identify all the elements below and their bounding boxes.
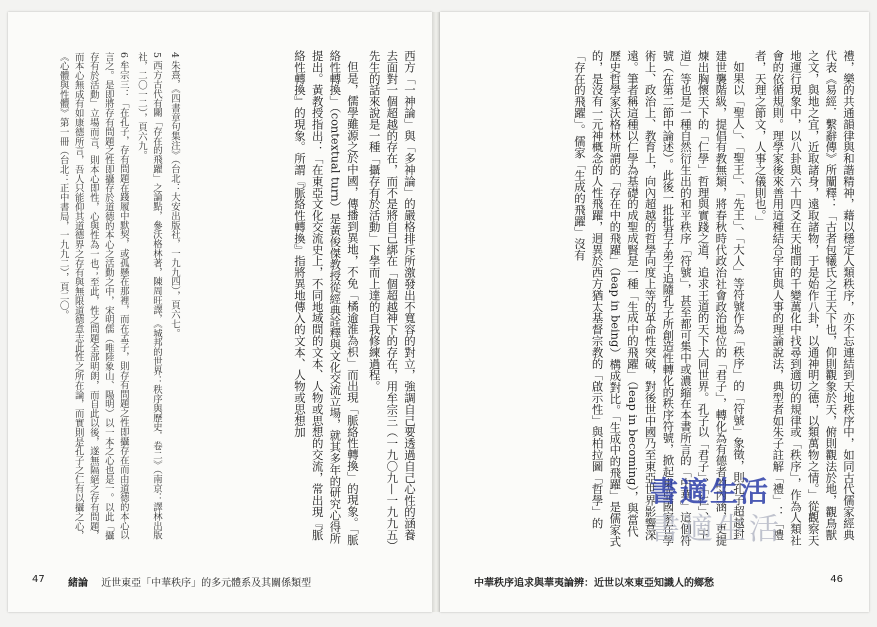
left-page bbox=[8, 12, 432, 612]
book-gutter bbox=[432, 12, 440, 612]
right-footer bbox=[440, 574, 869, 590]
watermark-shadow-text: 書適生活 bbox=[650, 512, 782, 547]
footnote: 4 朱熹，《四書章句集注》（台北：大安出版社，一九九四），頁六七。 bbox=[169, 52, 180, 338]
footnote: 5 西方古代有關「存在的飛躍」之論點，參沃格林著，陳周旺譯，《城邦的世界：秩序與歷史．卷二》（南京：譯林出版社，二〇一二），頁六九。 bbox=[135, 52, 162, 540]
watermark-logo bbox=[650, 470, 782, 548]
watermark-text: 書適生活 bbox=[650, 475, 771, 508]
body-paragraph: 但是，儒學雖源之於中國，傳播到異地，不免「橘逾淮為枳」而出現「脈絡性轉換」的現象。「脈絡性轉換」（contextual turn）是黃俊傑教授從經典詮釋與文化交流立場，就其多年的研究心得所提出。黃教授指出：「在東亞文化交流史上，不同地域間的文本、人物或思想的交流，常出現『脈絡性轉換』的現象。所謂『脈絡性轉換』指將異地傳入的文本、人物或思想加 bbox=[292, 50, 360, 546]
running-section: 緒論 bbox=[68, 578, 88, 589]
running-title: 中華秩序追求與華夷論辨：近世以來東亞知識人的鄉愁 bbox=[474, 578, 714, 589]
running-title: 近世東亞「中華秩序」的多元體系及其關係類型 bbox=[101, 578, 312, 589]
running-header bbox=[68, 574, 311, 589]
left-footer bbox=[8, 574, 432, 590]
body-paragraph: 禮，樂的共通韻律與和諧精神，藉以穩定人類秩序，亦不忘連結到天地秩序中，如同古代儒家經典代表《易經．繫辭傳》所闡釋：「古者包犧氏之王天下也，仰則觀象於天，俯則觀法於地，觀鳥獸之文，與地之宜，近取諸身，遠取諸物，于是始作八卦，以通神明之德，以類萬物之情。」從觀察天地運行現象中，以八卦與六十四爻在天地間的千變萬化中找尋到適切的規律或「秩序」，作為人類社會的依循規則。理學家後來善用這種結合宇宙與人事的理論說法，典型者如朱子註解「禮」：「禮者，天理之節文，人事之儀則也。」 bbox=[753, 50, 856, 546]
body-paragraph: 如果以「聖人」、「聖王」、「先王」、「大人」等符號作為「秩序」的「符號」象徵，則孔子超越封建世襲階級，提倡有教無類，將春秋時代政治社會政治地位的「君子」，轉化為有德者的內涵，更提煉出胸懷天下的「仁學」哲理與實踐之道，追求王道的天下大同世界。孔子以「君子」、「仁」、「王道」等也是一種自然衍生出的和平秩序「符號」，甚至都可集中或濃縮在本書所言的「中華」這個符號（在第二節中論述）。此後一批批君子弟子追隨孔子所創造性轉化的秩序符號，掀起東亞國家在學術上、政治上、教育上，向內超越的哲學向度上等的革命性突破，對後世中國乃至東亞世界影響深遠。筆者稱這種以仁學為基礎的成聖成賢是一種「生成中的飛躍」（leap in becoming），與當代歷史哲學家沃格林所謂的「存在中的飛躍」（leap in being）構成對比。「生成中的飛躍」是儒家式的，是沒有一元神概念的人性飛躍，迥異於西方猶太基督宗教的「啟示性」與柏拉圖「哲學」的「存在的飛躍」。儒家「生成的飛躍」沒有 bbox=[572, 50, 746, 547]
page-number: 47 bbox=[32, 574, 45, 585]
body-paragraph: 西方「一神論」與「多神論」的嚴格排斥所激發出不寬容的對立，強調自己要透過自己心性的涵養去面對一個超越的存在，而不是將自己綁在「個超越神下的存在，用牟宗三（一九〇九—一九九五）先生的話來說是一種「攝存有於活動」下學而上達的自我修練過程。 bbox=[367, 50, 417, 546]
page-number: 46 bbox=[830, 574, 843, 585]
footnote: 6 牟宗三：「在孔子，存有問題在踐履中默契，或孤懸在那裡，而在孟子，則存有問題之性即攝存在而由道德的本心以言之。是即將存有問題之性即攝存於道德的本心之活動之中，宋明儒（唯陸象山、陽明）以一本之心也是一。以此「攝存有於活動」立場而言，則本心即性，心與性為一也；至此，性之問題全部明朗，而自此以後，遂無隔絕之存有問題，而本心無成有如康德所言，吾人只能仰其道德界之存有與無限道德意志此性之所在論，而實則是孔子之仁有以攝之心，《心體與性體》第一冊（台北：正中書局，一九九二），頁二〇。 bbox=[57, 52, 129, 541]
left-body-text bbox=[192, 50, 418, 548]
footnotes bbox=[17, 52, 182, 548]
